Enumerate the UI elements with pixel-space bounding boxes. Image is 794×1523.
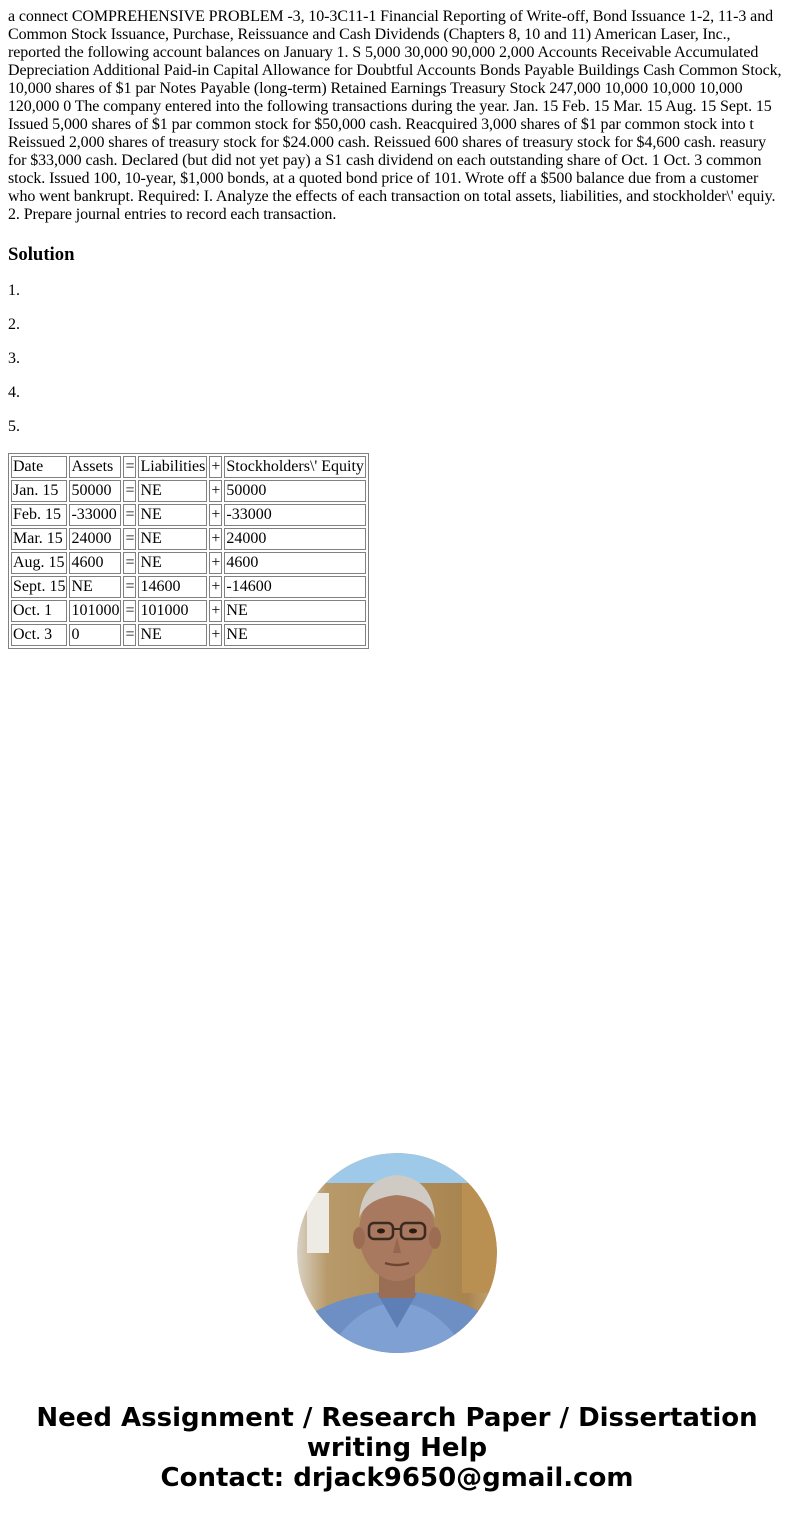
table-row	[11, 552, 366, 574]
cell-assets: 4600	[69, 552, 121, 574]
cell-equals: =	[123, 528, 136, 550]
promo-footer	[0, 1403, 794, 1493]
cell-assets: NE	[69, 576, 121, 598]
cell-equity: NE	[224, 600, 366, 622]
cell-equity: 4600	[224, 552, 366, 574]
solution-step: 4.	[8, 384, 20, 401]
solution-step: 2.	[8, 316, 20, 333]
promo-line: writing Help	[306, 1433, 488, 1463]
cell-liabilities: NE	[138, 624, 207, 646]
table-row	[11, 528, 366, 550]
cell-date: Sept. 15	[11, 576, 67, 598]
solution-step: 1.	[8, 282, 20, 299]
author-photo	[297, 1153, 497, 1353]
cell-date: Oct. 3	[11, 624, 67, 646]
portrait-image	[297, 1153, 497, 1353]
cell-date: Aug. 15	[11, 552, 67, 574]
promo-line: Need Assignment / Research Paper / Dissertation	[36, 1403, 758, 1433]
header-plus: +	[209, 456, 222, 478]
cell-equals: =	[123, 600, 136, 622]
table-header-row	[11, 456, 366, 478]
table-row	[11, 600, 366, 622]
cell-equity: -33000	[224, 504, 366, 526]
header-date: Date	[11, 456, 67, 478]
cell-assets: 0	[69, 624, 121, 646]
solution-heading: Solution	[8, 244, 75, 265]
cell-liabilities: NE	[138, 504, 207, 526]
table-row	[11, 576, 366, 598]
cell-liabilities: NE	[138, 480, 207, 502]
cell-equals: =	[123, 552, 136, 574]
cell-assets: 24000	[69, 528, 121, 550]
cell-liabilities: 101000	[138, 600, 207, 622]
table-row	[11, 480, 366, 502]
cell-plus: +	[209, 528, 222, 550]
cell-plus: +	[209, 552, 222, 574]
cell-liabilities: NE	[138, 552, 207, 574]
contact-email: Contact: drjack9650@gmail.com	[160, 1463, 634, 1493]
cell-plus: +	[209, 504, 222, 526]
cell-equity: 24000	[224, 528, 366, 550]
cell-plus: +	[209, 624, 222, 646]
cell-assets: 50000	[69, 480, 121, 502]
cell-date: Mar. 15	[11, 528, 67, 550]
header-equity: Stockholders\' Equity	[224, 456, 366, 478]
table-row	[11, 624, 366, 646]
table-row	[11, 504, 366, 526]
accounting-equation-table	[8, 453, 369, 649]
cell-plus: +	[209, 600, 222, 622]
cell-date: Feb. 15	[11, 504, 67, 526]
header-liabilities: Liabilities	[138, 456, 207, 478]
cell-equals: =	[123, 480, 136, 502]
cell-equals: =	[123, 624, 136, 646]
cell-liabilities: NE	[138, 528, 207, 550]
cell-equals: =	[123, 504, 136, 526]
cell-assets: -33000	[69, 504, 121, 526]
cell-liabilities: 14600	[138, 576, 207, 598]
solution-step: 5.	[8, 418, 20, 435]
cell-equity: NE	[224, 624, 366, 646]
cell-plus: +	[209, 576, 222, 598]
cell-equity: -14600	[224, 576, 366, 598]
cell-assets: 101000	[69, 600, 121, 622]
document-content	[8, 8, 786, 649]
header-assets: Assets	[69, 456, 121, 478]
problem-statement: a connect COMPREHENSIVE PROBLEM -3, 10-3C11-1 Financial Reporting of Write-off, Bond Issuance 1-2, 11-3 and Common Stock Issuance, Purchase, Reissuance and Cash Dividends (Chapters 8, 10 and 11) American Laser, Inc., reported the following account balances on January 1. S 5,000 30,000 90,000 2,000 Accounts Receivable Accumulated Depreciation Additional Paid-in Capital Allowance for Doubtful Accounts Bonds Payable Buildings Cash Common Stock, 10,000 shares of $1 par Notes Payable (long-term) Retained Earnings Treasury Stock 247,000 10,000 10,000 10,000 120,000 0 The company entered into the following transactions during the year. Jan. 15 Feb. 15 Mar. 15 Aug. 15 Sept. 15 Issued 5,000 shares of $1 par common stock for $50,000 cash. Reacquired 3,000 shares of $1 par common stock into t Reissued 2,000 shares of treasury stock for $24.000 cash. Reissued 600 shares of treasury stock for $4,600 cash. reasury for $33,000 cash. Declared (but did not yet pay) a S1 cash dividend on each outstanding share of Oct. 1 Oct. 3 common stock. Issued 100, 10-year, $1,000 bonds, at a quoted bond price of 101. Wrote off a $500 balance due from a customer who went bankrupt. Required: I. Analyze the effects of each transaction on total assets, liabilities, and stockholder\' equiy. 2. Prepare journal entries to record each transaction.	[8, 8, 782, 223]
header-equals: =	[123, 456, 136, 478]
cell-equals: =	[123, 576, 136, 598]
solution-step: 3.	[8, 350, 20, 367]
cell-plus: +	[209, 480, 222, 502]
cell-date: Jan. 15	[11, 480, 67, 502]
cell-date: Oct. 1	[11, 600, 67, 622]
cell-equity: 50000	[224, 480, 366, 502]
